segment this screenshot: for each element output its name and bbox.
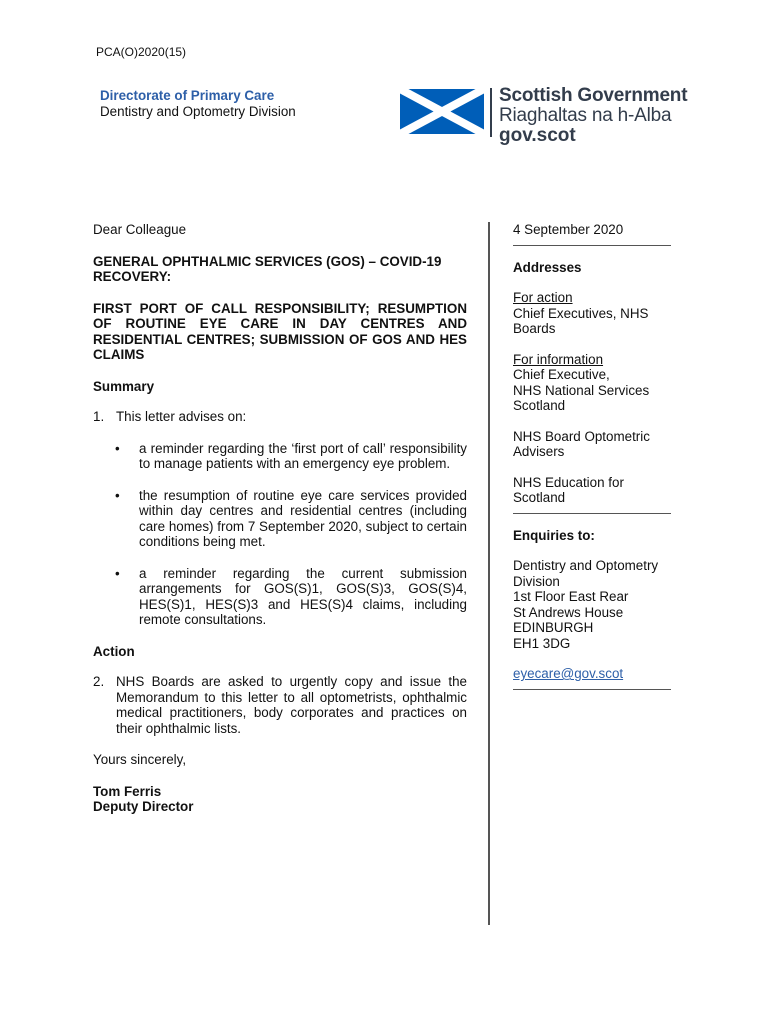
info-recipient-line: Advisers (513, 444, 565, 459)
bullet-text: the resumption of routine eye care services provided within day centres and residential centres (including care homes) from 7 September 2020, subject to certain conditions being met. (139, 487, 467, 549)
summary-heading: Summary (93, 378, 155, 394)
info-recipient-line: Chief Executive, (513, 367, 610, 382)
document-reference: PCA(O)2020(15) (96, 45, 187, 59)
letter-heading-gos: GENERAL OPHTHALMIC SERVICES (GOS) – COVID-19 RECOVERY: (93, 253, 442, 284)
logo-line-website: gov.scot (499, 125, 576, 146)
enquiries-address-line: St Andrews House (513, 604, 624, 620)
item-text: NHS Boards are asked to urgently copy and issue the Memorandum to this letter to all optometrists, ophthalmic medical practitioners, body corporates and practices on their ophthalmic lists. (116, 674, 467, 736)
for-action-recipients: Chief Executives, NHS Boards (513, 305, 649, 336)
sidebar-rule (513, 244, 671, 246)
closing: Yours sincerely, (93, 752, 187, 767)
enquiries-address-line: EDINBURGH (513, 620, 594, 635)
enquiries-address-line: EH1 3DG (513, 635, 571, 651)
addresses-heading: Addresses (513, 259, 582, 275)
action-heading: Action (93, 643, 135, 659)
item-number: 1. (93, 409, 105, 424)
letter-body (93, 222, 467, 815)
greeting: Dear Colleague (93, 222, 187, 237)
bullet-text: a reminder regarding the ‘first port of call’ responsibility to manage patients with an emergency eye problem. (139, 440, 467, 471)
enquiries-address-line: Dentistry and Optometry (513, 558, 659, 573)
list-item (93, 488, 467, 550)
letter-date: 4 September 2020 (513, 222, 624, 237)
info-recipient-line: Scotland (513, 398, 566, 413)
for-action-label: For action (513, 290, 573, 305)
bullet-icon: • (115, 565, 120, 581)
letter-heading-subject: FIRST PORT OF CALL RESPONSIBILITY; RESUMPTION OF ROUTINE EYE CARE IN DAY CENTRES AND RESIDENTIAL CENTRES; SUBMISSION OF GOS AND HES CLAIMS (93, 300, 467, 362)
sidebar-rule (513, 512, 671, 514)
directorate-name: Directorate of Primary Care (100, 88, 275, 103)
signatory-name: Tom Ferris (93, 783, 162, 799)
summary-bullet-list (93, 441, 467, 628)
enquiries-email-link[interactable]: eyecare@gov.scot (513, 666, 624, 681)
numbered-item-1 (93, 409, 467, 425)
list-item (93, 441, 467, 472)
enquiries-heading: Enquiries to: (513, 527, 595, 543)
letter-sidebar (513, 222, 683, 704)
for-information-label: For information (513, 351, 604, 367)
logo-line-english: Scottish Government (499, 85, 688, 106)
column-divider (488, 222, 490, 925)
info-recipient-line: NHS Education for (513, 474, 624, 490)
signatory-title: Deputy Director (93, 799, 194, 814)
list-item (93, 566, 467, 628)
bullet-icon: • (115, 487, 120, 503)
item-number: 2. (93, 674, 105, 689)
enquiries-address-line: 1st Floor East Rear (513, 589, 629, 604)
numbered-item-2 (93, 674, 467, 736)
bullet-icon: • (115, 440, 120, 456)
info-recipient-line: NHS Board Optometric (513, 428, 650, 444)
info-recipient-line: NHS National Services (513, 382, 650, 398)
logo-divider (490, 88, 492, 137)
enquiries-address-line: Division (513, 573, 560, 589)
division-name: Dentistry and Optometry Division (100, 104, 296, 119)
info-recipient-line: Scotland (513, 490, 566, 505)
sidebar-rule (513, 688, 671, 690)
item-text: This letter advises on: (116, 409, 247, 424)
saltire-flag-icon (400, 89, 484, 134)
logo-line-gaelic: Riaghaltas na h-Alba (499, 105, 672, 126)
scottish-government-logo (499, 86, 687, 146)
bullet-text: a reminder regarding the current submission arrangements for GOS(S)1, GOS(S)3, GOS(S)4, HES(S)1, HES(S)3 and HES(S)4 claims, including remote consultations. (139, 565, 467, 627)
